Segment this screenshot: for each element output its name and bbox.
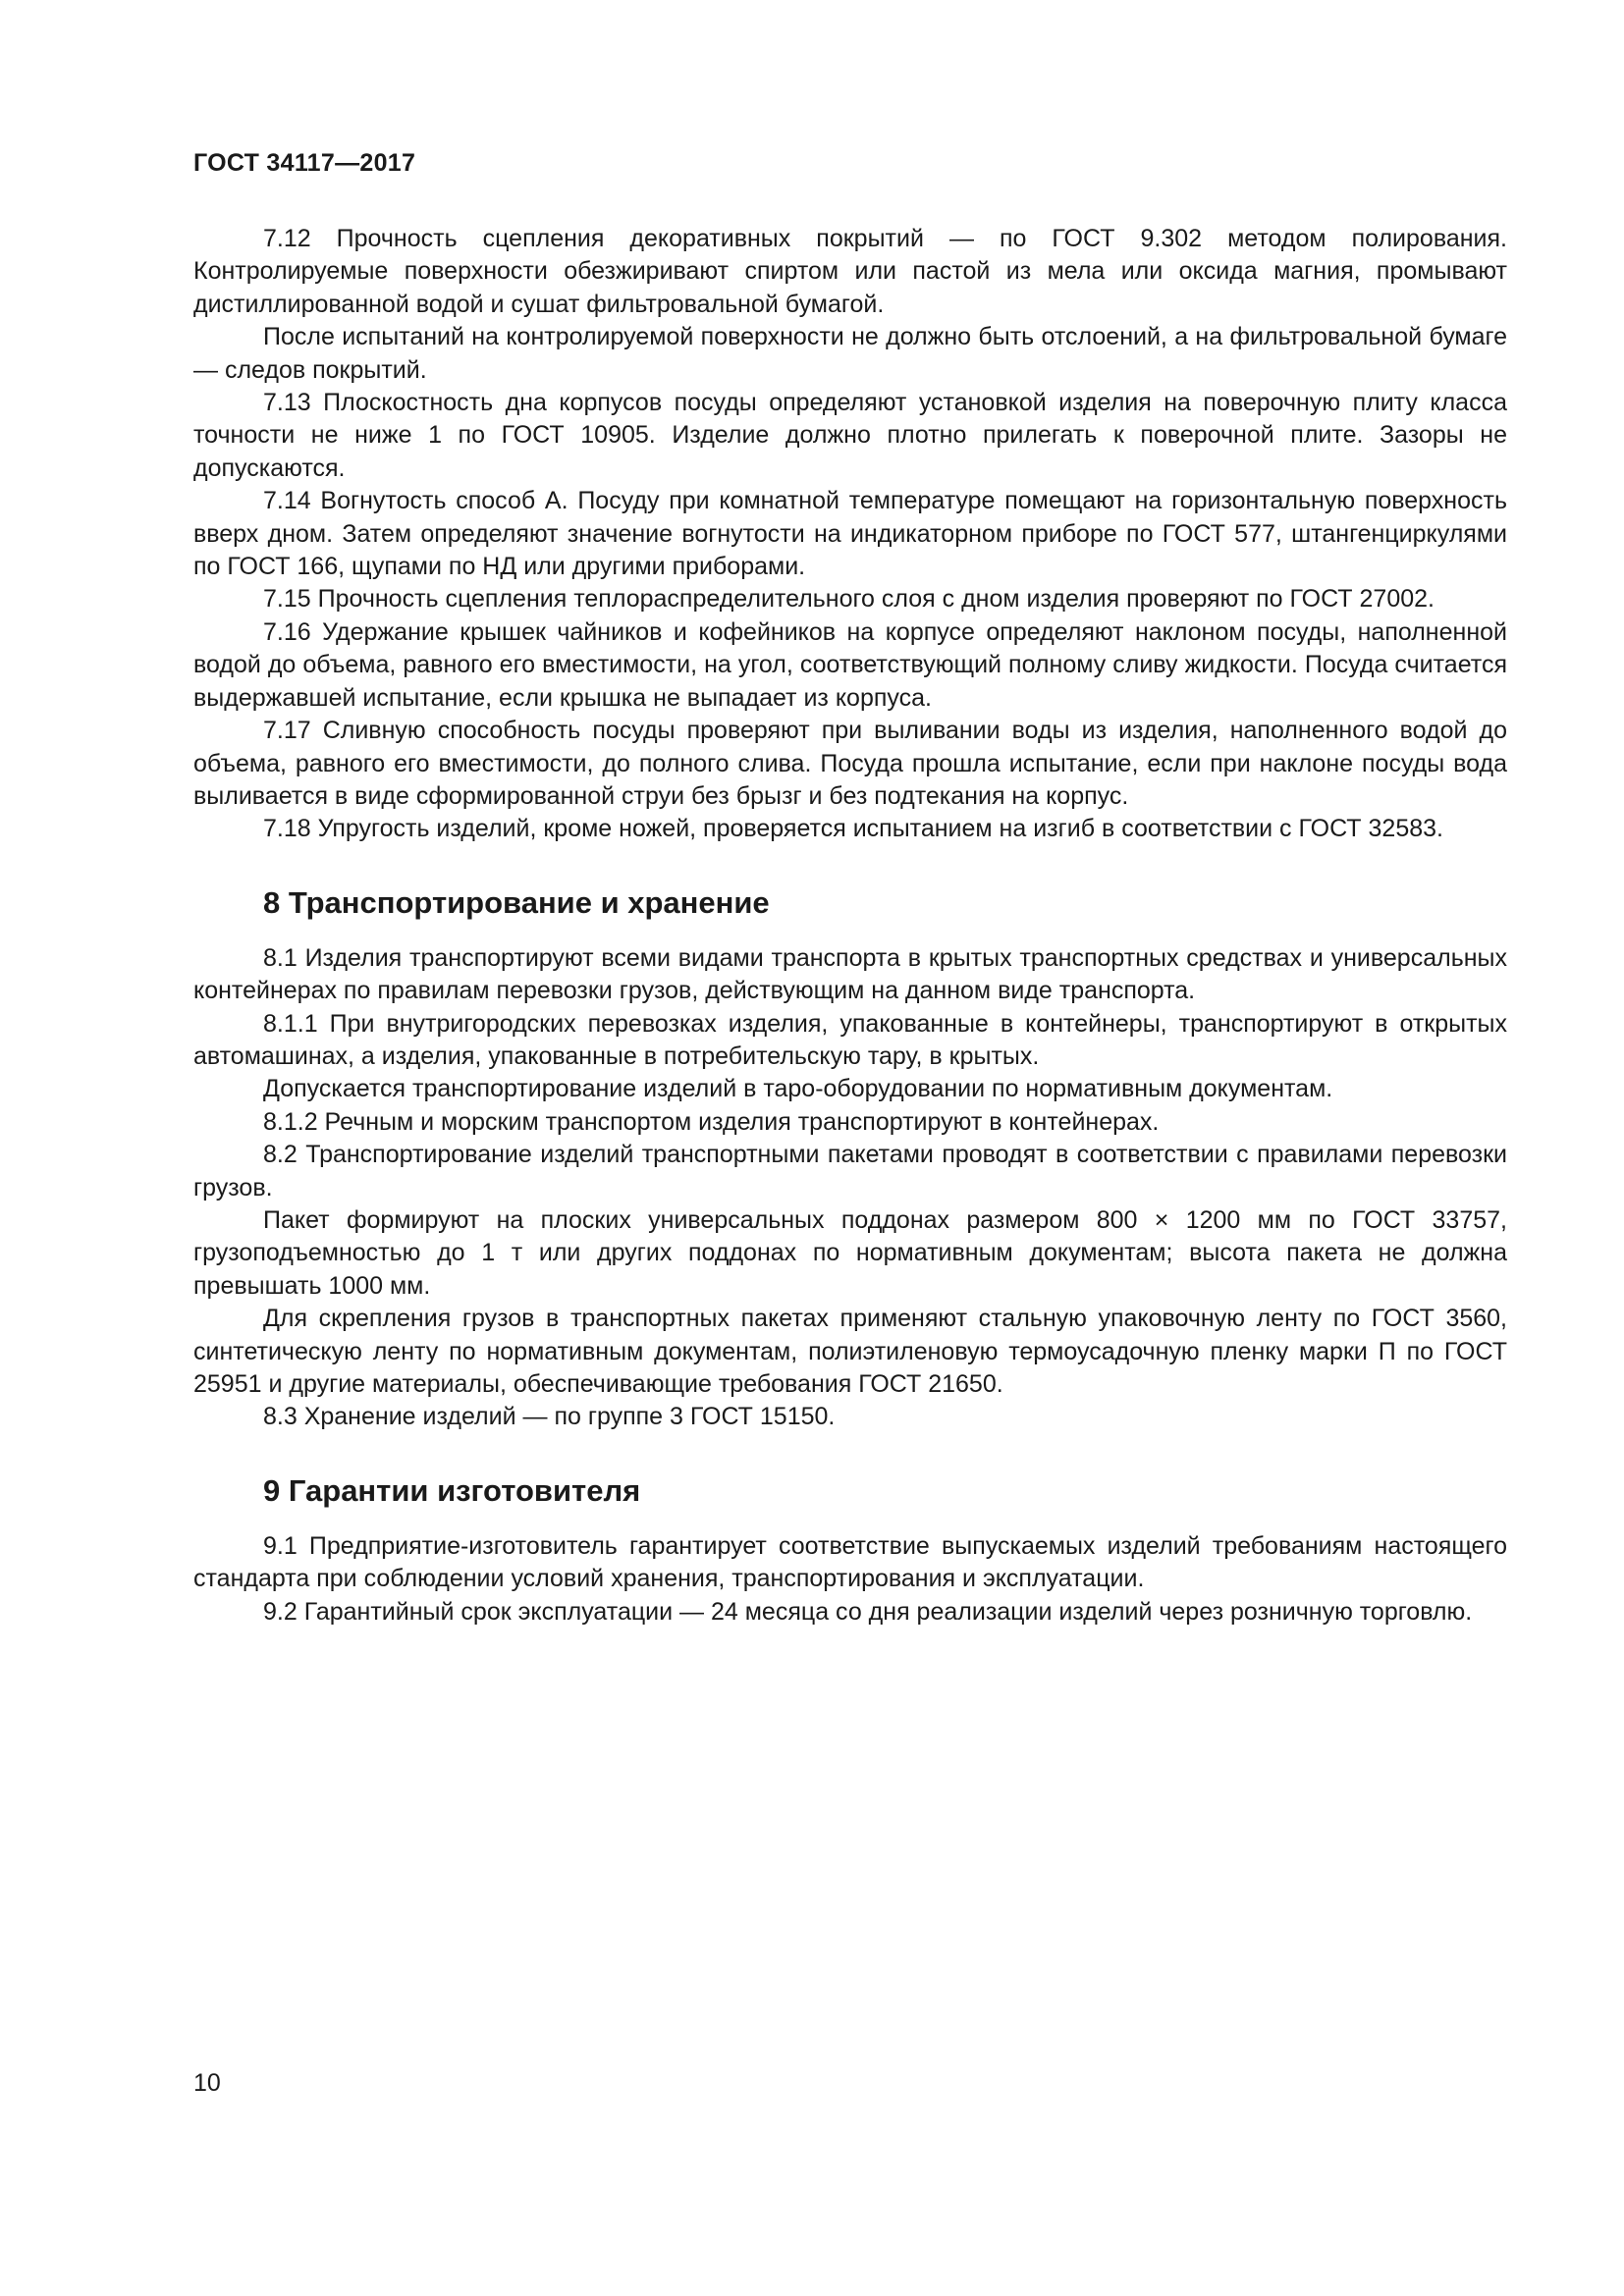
paragraph-8-1-2: 8.1.2 Речным и морским транспортом изделия транспортируют в контейнерах. bbox=[263, 1107, 1160, 1136]
paragraph-8-2: 8.2 Транспортирование изделий транспортными пакетами проводят в соответствии с правилами перевозки грузов. bbox=[193, 1141, 1507, 1201]
paragraph-7-12-continued: После испытаний на контролируемой поверхности не должно быть отслоений, а на фильтровальной бумаге — следов покрытий. bbox=[193, 323, 1507, 384]
paragraph-8-1-1-continued: Допускается транспортирование изделий в таро-оборудовании по нормативным документам. bbox=[263, 1075, 1333, 1103]
page-number: 10 bbox=[193, 2069, 221, 2097]
paragraph-7-14: 7.14 Вогнутость способ А. Посуду при комнатной температуре помещают на горизонтальную поверхность вверх дном. Затем определяют значение вогнутости на индикаторном приборе по ГОСТ 577, штангенциркулями по ГОСТ 166, щупами по НД или другими приборами. bbox=[193, 487, 1507, 581]
document-body bbox=[193, 223, 1507, 1629]
paragraph-8-2-fastening: Для скрепления грузов в транспортных пакетах применяют стальную упаковочную ленту по ГОСТ 3560, синтетическую ленту по нормативным документам, полиэтиленовую термоусадочную пленку марки П по ГОСТ 25951 и другие материалы, обеспечивающие требования ГОСТ 21650. bbox=[193, 1305, 1507, 1398]
paragraph-9-2: 9.2 Гарантийный срок эксплуатации — 24 месяца со дня реализации изделий через розничную торговлю. bbox=[263, 1597, 1473, 1626]
paragraph-7-12: 7.12 Прочность сцепления декоративных покрытий — по ГОСТ 9.302 методом полирования. Контролируемые поверхности обезжиривают спиртом или пастой из мела или оксида магния, промывают дистиллированной водой и сушат фильтровальной бумагой. bbox=[193, 225, 1507, 318]
paragraph-8-2-pallet: Пакет формируют на плоских универсальных поддонах размером 800 × 1200 мм по ГОСТ 33757, грузоподъемностью до 1 т или других поддонах по нормативным документам; высота пакета не должна превышать 1000 мм. bbox=[193, 1205, 1507, 1300]
paragraph-8-1: 8.1 Изделия транспортируют всеми видами транспорта в крытых транспортных средствах и универсальных контейнерах по правилам перевозки грузов, действующим на данном виде транспорта. bbox=[193, 943, 1507, 1005]
paragraph-8-1-1: 8.1.1 При внутригородских перевозках изделия, упакованные в контейнеры, транспортируют в открытых автомашинах, а изделия, упакованные в потребительскую тару, в крытых. bbox=[193, 1009, 1507, 1070]
paragraph-7-17: 7.17 Сливную способность посуды проверяют при выливании воды из изделия, наполненного водой до объема, равного его вместимости, до полного слива. Посуда прошла испытание, если при наклоне посуды вода выливается в виде сформированной струи без брызг и без подтекания на корпус. bbox=[193, 717, 1507, 810]
document-header-id: ГОСТ 34117—2017 bbox=[193, 149, 416, 177]
paragraph-8-3: 8.3 Хранение изделий — по группе 3 ГОСТ 15150. bbox=[263, 1403, 836, 1431]
section-8-heading: 8 Транспортирование и хранение bbox=[263, 884, 770, 920]
paragraph-7-13: 7.13 Плоскостность дна корпусов посуды определяют установкой изделия на поверочную плиту класса точности не ниже 1 по ГОСТ 10905. Изделие должно плотно прилегать к поверочной плите. Зазоры не допускаются. bbox=[193, 389, 1507, 482]
paragraph-9-1: 9.1 Предприятие-изготовитель гарантирует соответствие выпускаемых изделий требованиям настоящего стандарта при соблюдении условий хранения, транспортирования и эксплуатации. bbox=[193, 1531, 1507, 1593]
paragraph-7-18: 7.18 Упругость изделий, кроме ножей, проверяется испытанием на изгиб в соответствии с ГОСТ 32583. bbox=[263, 815, 1443, 843]
paragraph-7-16: 7.16 Удержание крышек чайников и кофейников на корпусе определяют наклоном посуды, наполненной водой до объема, равного его вместимости, на угол, соответствующий полному сливу жидкости. Посуда считается выдержавшей испытание, если крышка не выпадает из корпуса. bbox=[193, 617, 1507, 712]
paragraph-7-15: 7.15 Прочность сцепления теплораспределительного слоя с дном изделия проверяют по ГОСТ 27002. bbox=[263, 585, 1435, 614]
section-9-heading: 9 Гарантии изготовителя bbox=[263, 1472, 641, 1508]
